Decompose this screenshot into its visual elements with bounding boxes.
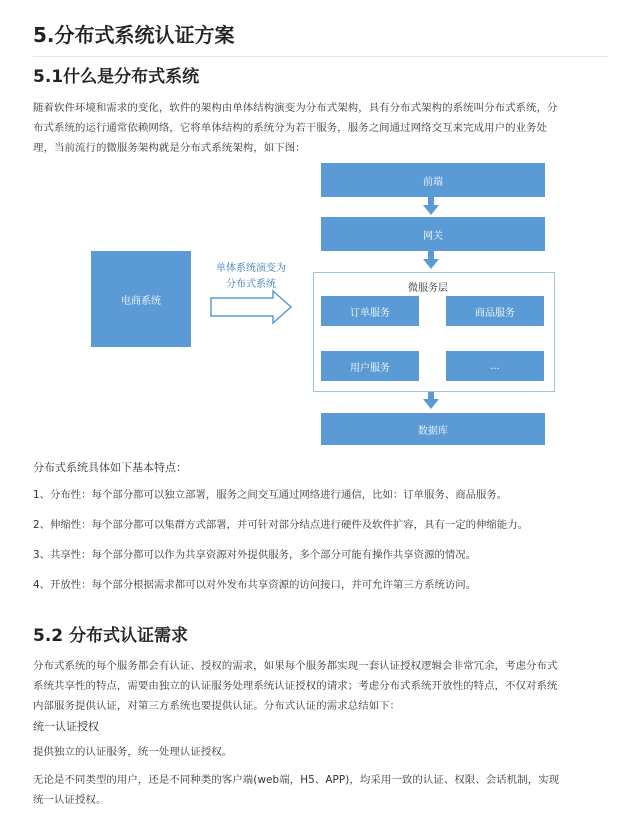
more-services-box: ...	[446, 351, 544, 381]
section-2-title: 5.2 分布式认证需求	[33, 626, 189, 646]
intro-line: 随着软件环境和需求的变化，软件的架构由单体结构演变为分布式架构，具有分布式架构的系统叫分布式系统，分	[33, 102, 558, 114]
section-1-intro	[33, 98, 609, 158]
frontend-box: 前端	[321, 163, 545, 197]
monolith-system-box: 电商系统	[91, 251, 191, 347]
section-1-title: 5.1什么是分布式系统	[33, 67, 200, 87]
list-item: 3、共享性：每个部分都可以作为共享资源对外提供服务，多个部分可能有操作共享资源的情况。	[33, 549, 477, 561]
list-item: 1、分布性：每个部分都可以独立部署，服务之间交互通过网络进行通信，比如：订单服务、商品服务。	[33, 489, 508, 501]
unified-auth-detail: 无论是不同类型的用户，还是不同种类的客户端(web端，H5、APP)，均采用一致的认证、权限、会话机制，实现 统一认证授权。	[33, 774, 560, 806]
intro-line: 布式系统的运行通常依赖网络，它将单体结构的系统分为若干服务，服务之间通过网络交互来完成用户的业务处	[33, 122, 548, 134]
microservices-title: 微服务层	[408, 283, 448, 294]
gateway-box: 网关	[321, 217, 545, 251]
intro-line: 系统共享性的特点，需要由独立的认证服务处理系统认证授权的请求；考虑分布式系统开放性的特点，不仅对系统	[33, 680, 558, 692]
transform-arrow	[211, 291, 291, 323]
unified-auth-line: 提供独立的认证服务，统一处理认证授权。	[33, 746, 233, 758]
transform-label: 单体系统演变为 分布式系统	[216, 263, 286, 290]
order-service-box: 订单服务	[321, 296, 419, 326]
features-title: 分布式系统具体如下基本特点：	[33, 461, 187, 474]
list-item: 4、开放性：每个部分根据需求都可以对外发布共享资源的访问接口，并可允许第三方系统访问。	[33, 579, 477, 591]
section-2-intro	[33, 656, 609, 716]
page-title: 5.分布式系统认证方案	[33, 20, 608, 57]
user-service-box: 用户服务	[321, 351, 419, 381]
product-service-box: 商品服务	[446, 296, 544, 326]
database-box: 数据库	[321, 413, 545, 445]
intro-line: 内部服务提供认证，对第三方系统也要提供认证。分布式认证的需求总结如下：	[33, 700, 401, 712]
intro-line: 理，当前流行的微服务架构就是分布式系统架构，如下图：	[33, 142, 306, 154]
features-list	[33, 487, 609, 607]
architecture-diagram	[33, 155, 609, 455]
unified-auth-subheading: 统一认证授权	[33, 720, 99, 733]
intro-line: 分布式系统的每个服务都会有认证、授权的需求，如果每个服务都实现一套认证授权逻辑会非常冗余，考虑分布式	[33, 660, 558, 672]
list-item: 2、伸缩性：每个部分都可以集群方式部署，并可针对部分结点进行硬件及软件扩容，具有一定的伸缩能力。	[33, 519, 528, 531]
